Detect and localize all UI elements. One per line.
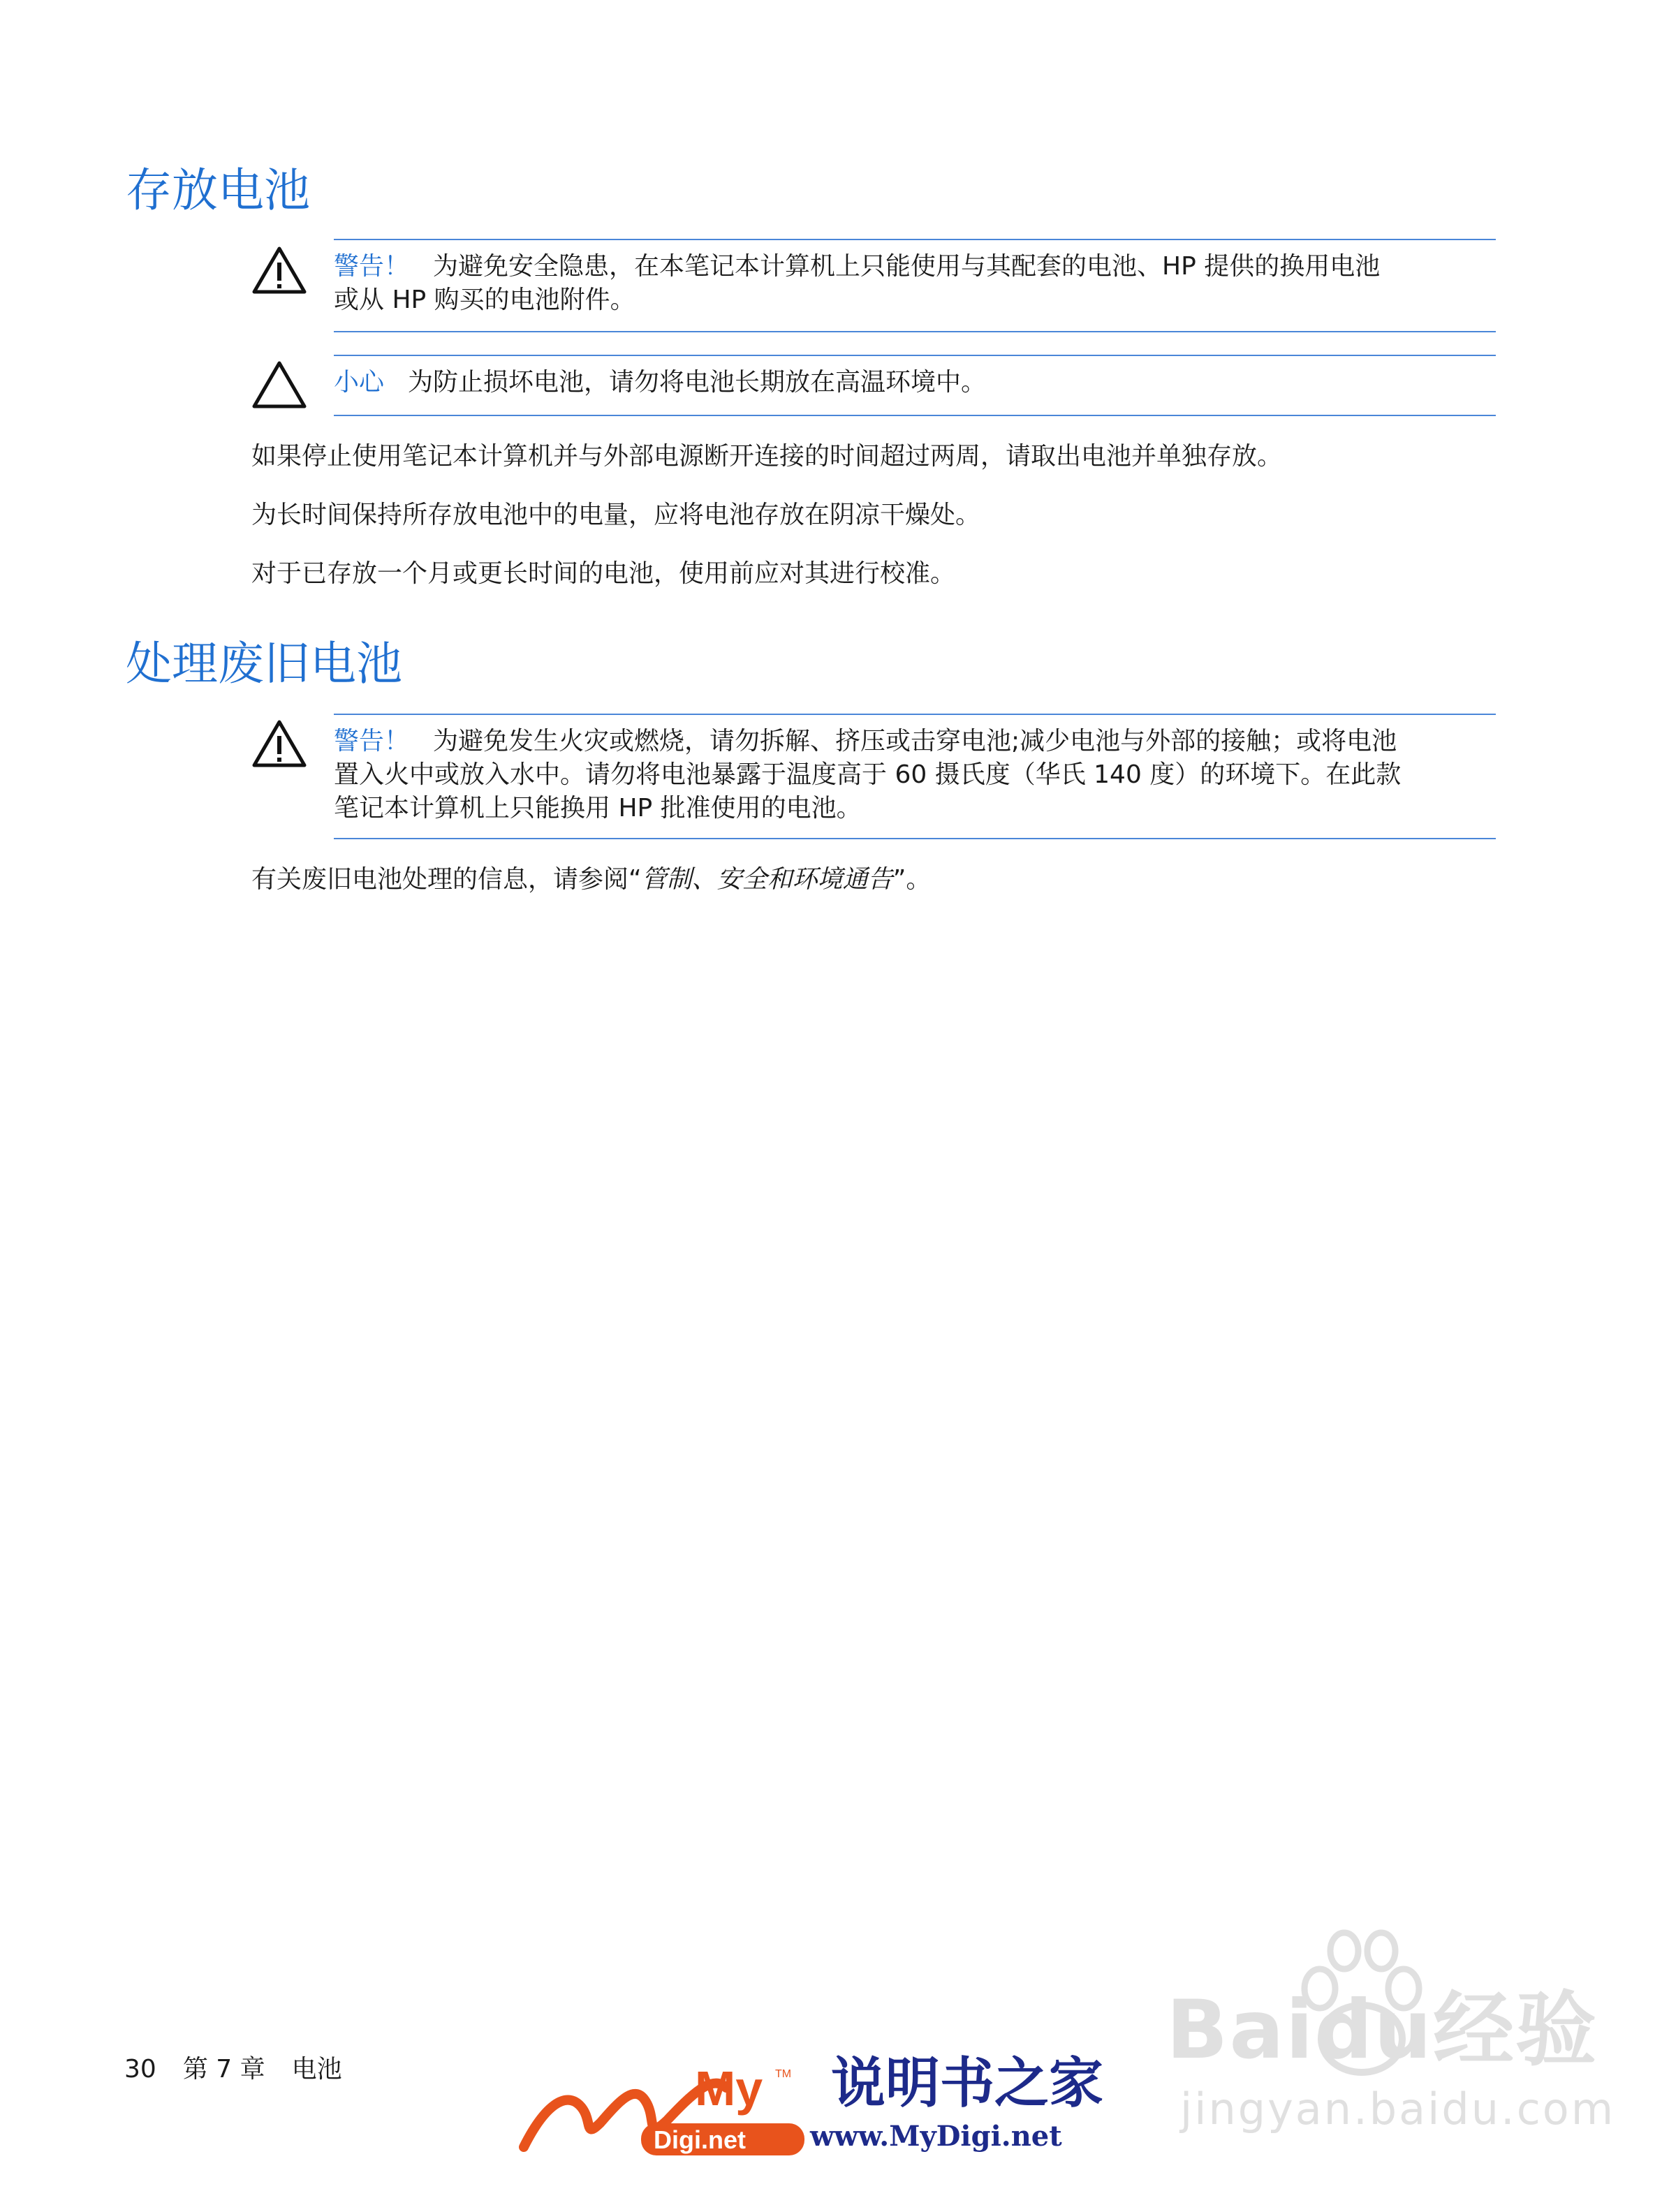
- warning-text-line1: 为避免安全隐患，在本笔记本计算机上只能使用与其配套的电池、HP 提供的换用电池: [433, 252, 1381, 281]
- mydigi-logo: [517, 2056, 810, 2161]
- chapter-title: 电池: [291, 2055, 342, 2084]
- mydigi-tm: TM: [775, 2068, 792, 2080]
- section-title-storing-battery: 存放电池: [126, 163, 310, 217]
- warning-text-line2: 或从 HP 购买的电池附件。: [334, 286, 635, 314]
- caution-box-storage: [334, 355, 1496, 416]
- warning-triangle-icon: [251, 246, 307, 295]
- mydigi-url: www.MyDigi.net: [810, 2120, 1062, 2153]
- paragraph-store-cool-dry: 为长时间保持所存放电池中的电量，应将电池存放在阴凉干燥处。: [251, 501, 981, 529]
- mydigi-chinese-name: 说明书之家: [831, 2051, 1104, 2115]
- warning-text-line2: 置入火中或放入水中。请勿将电池暴露于温度高于 60 摄氏度（华氏 140 度）的环境下。在此款: [334, 760, 1402, 789]
- chapter-number: 第 7 章: [182, 2055, 265, 2084]
- mydigi-my-text: My: [695, 2061, 763, 2116]
- caution-label: 小心: [334, 368, 385, 397]
- disposal-suffix: 。: [906, 865, 932, 894]
- page-number: 30: [124, 2055, 156, 2084]
- warning-text-line3: 笔记本计算机上只能换用 HP 批准使用的电池。: [334, 794, 862, 823]
- section-title-disposing-battery: 处理废旧电池: [126, 637, 402, 691]
- baidu-url-watermark: jingyan.baidu.com: [1180, 2084, 1616, 2134]
- warning-box-disposal: [334, 714, 1496, 839]
- page-footer: [124, 2053, 342, 2086]
- warning-text-line1: 为避免发生火灾或燃烧，请勿拆解、挤压或击穿电池;减少电池与外部的接触；或将电池: [433, 727, 1397, 755]
- paragraph-disposal-info: [251, 863, 931, 897]
- baidu-brand-watermark: Baidu经验: [1166, 1983, 1598, 2077]
- paragraph-calibrate: 对于已存放一个月或更长时间的电池，使用前应对其进行校准。: [251, 559, 956, 588]
- warning-label: 警告！: [334, 727, 410, 755]
- warning-triangle-icon: [251, 719, 307, 768]
- open-quote: “: [628, 865, 642, 894]
- disposal-prefix: 有关废旧电池处理的信息，请参阅: [251, 865, 629, 894]
- warning-box-storage: [334, 239, 1496, 332]
- caution-text: 为防止损坏电池，请勿将电池长期放在高温环境中。: [408, 368, 987, 397]
- close-quote: ”: [892, 865, 906, 894]
- paragraph-remove-battery: 如果停止使用笔记本计算机并与外部电源断开连接的时间超过两周，请取出电池并单独存放。: [251, 442, 1283, 471]
- caution-triangle-icon: [251, 360, 307, 409]
- mydigi-net-text: Digi.net: [654, 2125, 746, 2154]
- notice-title-link: 管制、安全和环境通告: [641, 865, 893, 894]
- warning-label: 警告！: [334, 252, 410, 281]
